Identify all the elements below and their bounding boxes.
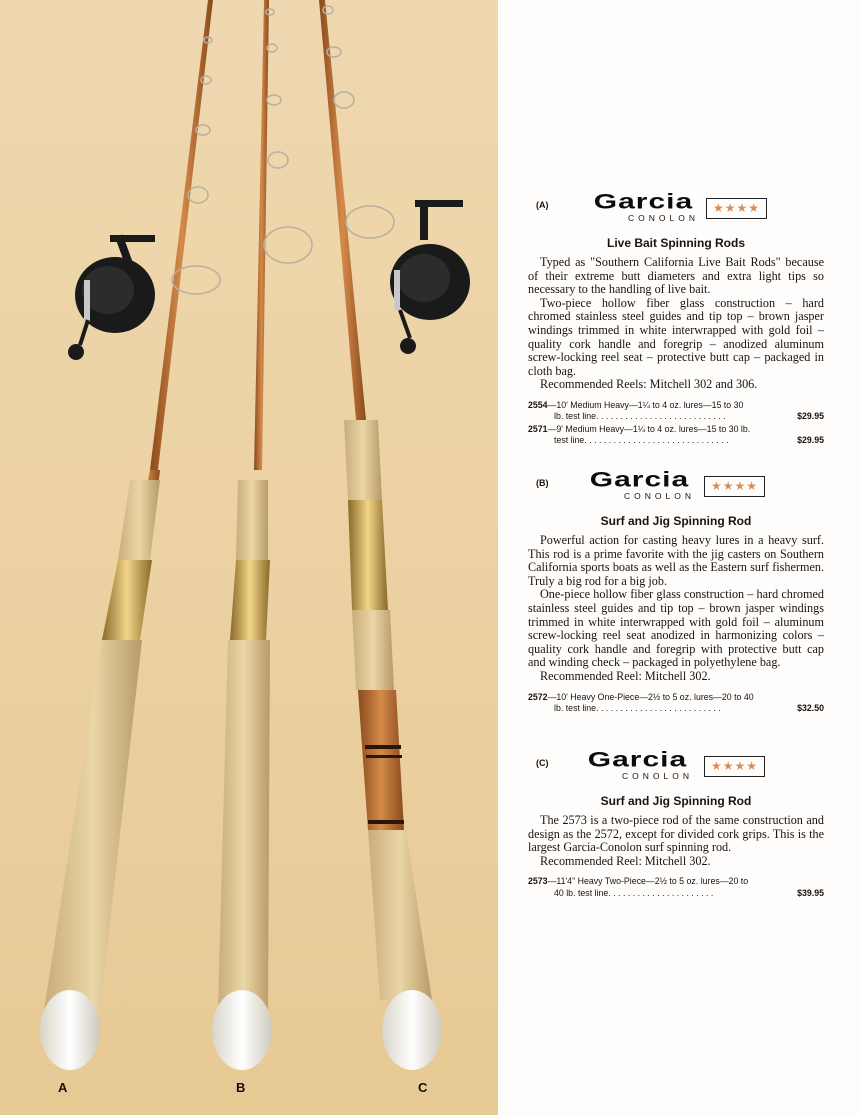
rod-label-b: B: [236, 1080, 246, 1095]
recommended-reels: Recommended Reels: Mitchell 302 and 306.: [540, 377, 758, 392]
spec-row: [528, 424, 824, 447]
spec-text: test line. . . . . . . . . . . . . . . . . . . . . . . . . . . . . .: [554, 435, 729, 446]
spec-list: [528, 400, 824, 447]
price: $39.95: [797, 887, 824, 898]
spec-text: —11'4" Heavy Two-Piece—2½ to 5 oz. lures—20 to: [547, 876, 749, 887]
rod-a: [40, 0, 220, 1070]
section-header: [528, 467, 824, 512]
rating-stars: ★★★★: [706, 198, 767, 219]
spec-text: —10' Medium Heavy—1¼ to 4 oz. lures—15 to 30: [547, 399, 744, 410]
product-section-a: [528, 189, 824, 448]
product-title: Surf and Jig Spinning Rod: [600, 794, 752, 808]
section-letter: (A): [536, 200, 549, 210]
spec-code: 2573: [528, 876, 548, 887]
spec-row: [528, 876, 824, 899]
spec-list: [528, 876, 824, 899]
recommended-reels: Recommended Reel: Mitchell 302.: [540, 668, 711, 683]
description-paragraph: Powerful action for casting heavy lures in a heavy surf. This rod is a prime favorite with the jig casters on Southern California sports boats as well as the Eastern surf fishermen. Truly a big rod for a big job.: [528, 533, 824, 588]
spec-text: lb. test line. . . . . . . . . . . . . . . . . . . . . . . . . . .: [554, 411, 726, 422]
spinning-reel-right: [390, 200, 470, 354]
spec-code: 2572: [528, 691, 548, 702]
spec-text: —10' Heavy One-Piece—2½ to 5 oz. lures—20 to 40: [547, 691, 754, 702]
brand-sub: CONOLON: [622, 771, 693, 781]
price: $29.95: [797, 411, 824, 422]
product-section-b: [528, 467, 824, 716]
section-letter: (B): [536, 478, 549, 488]
spec-row: [528, 692, 824, 715]
rating-stars: ★★★★: [704, 756, 765, 777]
spinning-reel-left: [68, 235, 155, 360]
product-description: [528, 256, 824, 392]
section-letter: (C): [536, 758, 549, 768]
brand-name: Garcia: [593, 189, 694, 214]
section-header: [528, 747, 824, 792]
garcia-logo: [582, 747, 693, 781]
product-description: [528, 534, 824, 684]
brand-sub: CONOLON: [624, 491, 695, 501]
brand-name: Garcia: [587, 747, 688, 772]
spec-text: —9' Medium Heavy—1¼ to 4 oz. lures—15 to 30 lb.: [547, 423, 751, 434]
rod-label-c: C: [418, 1080, 428, 1095]
garcia-logo: [588, 189, 699, 223]
description-paragraph: The 2573 is a two-piece rod of the same construction and design as the 2572, except for divided cork grips. This is the largest Garcia-Conolon surf spinning rod.: [528, 813, 824, 855]
product-title: Live Bait Spinning Rods: [606, 236, 745, 250]
recommended-reels: Recommended Reel: Mitchell 302.: [540, 853, 711, 868]
section-header: [528, 189, 824, 234]
price: $29.95: [797, 435, 824, 446]
description-paragraph: One-piece hollow fiber glass construction – hard chromed stainless steel guides and tip top – brown jasper windings trimmed in white interwrapped with gold foil – aluminum screw-locking reel seat anodized in harmonizing colors – quality cork handle and foregrip with protective butt cap and winding check – packaged in polyethylene bag.: [528, 587, 824, 670]
spec-text: 40 lb. test line. . . . . . . . . . . . . . . . . . . . . .: [554, 887, 714, 898]
product-title: Surf and Jig Spinning Rod: [600, 514, 752, 528]
brand-sub: CONOLON: [628, 213, 699, 223]
description-paragraph: Typed as "Southern California Live Bait Rods" because of their extreme butt diameters and extra light tips so necessary to the handling of live bait.: [528, 255, 824, 297]
spec-text: lb. test line. . . . . . . . . . . . . . . . . . . . . . . . . .: [554, 703, 721, 714]
spec-row: [528, 400, 824, 423]
spec-list: [528, 692, 824, 715]
spec-code: 2571: [528, 423, 548, 434]
rod-label-a: A: [58, 1080, 68, 1095]
rod-b: [212, 0, 312, 1070]
price: $32.50: [797, 703, 824, 714]
description-paragraph: Two-piece hollow fiber glass construction – hard chromed stainless steel guides and tip top – brown jasper windings trimmed in white interwrapped with gold foil – quality cork handle and foregrip – anodized aluminum screw-locking reel seat – protective butt cap – packaged in cloth bag.: [528, 295, 824, 378]
brand-name: Garcia: [589, 467, 690, 492]
product-description: [528, 814, 824, 868]
rating-stars: ★★★★: [704, 476, 765, 497]
spec-code: 2554: [528, 399, 548, 410]
rod-c: [319, 0, 442, 1070]
product-section-c: [528, 747, 824, 900]
garcia-logo: [584, 467, 695, 501]
